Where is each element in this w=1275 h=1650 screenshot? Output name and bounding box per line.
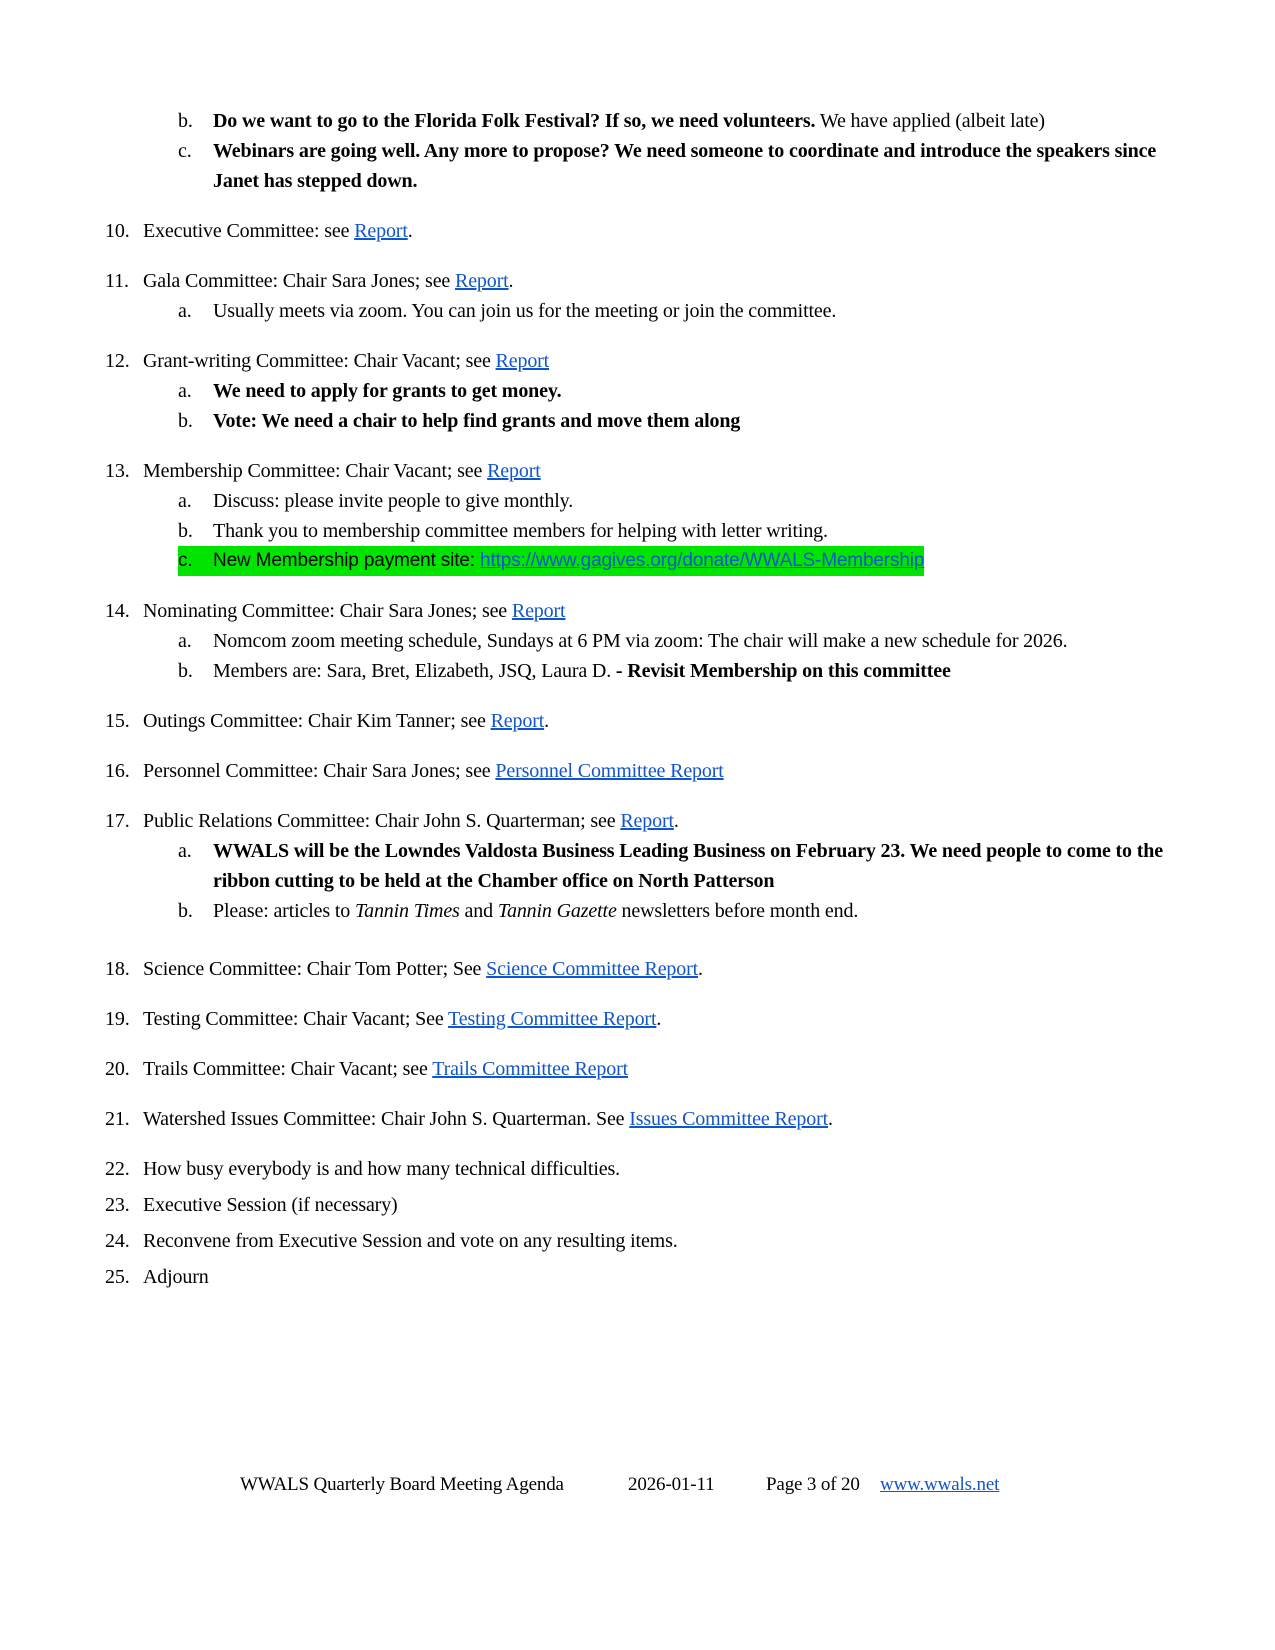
item-text (143, 706, 1165, 736)
inline-link[interactable]: Report (354, 220, 408, 242)
agenda-item (105, 216, 1165, 246)
agenda-item (105, 1104, 1165, 1134)
list-marker: 25. (105, 1266, 130, 1288)
item-text (143, 456, 1165, 486)
item-text (143, 954, 1165, 984)
item-text (213, 626, 1165, 656)
agenda-subitem (178, 136, 1165, 196)
inline-link[interactable]: Personnel Committee Report (495, 760, 724, 782)
footer-page-number: Page 3 of 20 (766, 1474, 860, 1495)
text-run: Webinars are going well. Any more to propose? We need someone to coordinate and introduce the speakers since Janet has stepped down. (213, 140, 1157, 192)
text-run: Public Relations Committee: Chair John S. Quarterman; see (143, 810, 621, 832)
text-run: Adjourn (143, 1266, 209, 1288)
text-run: - Revisit Membership on this committee (615, 660, 951, 682)
list-marker: a. (178, 630, 192, 652)
text-run: New Membership payment site: (213, 550, 481, 571)
text-run: Personnel Committee: Chair Sara Jones; see (143, 760, 496, 782)
item-text (213, 406, 1165, 436)
text-run: WWALS will be the Lowndes Valdosta Business Leading Business on February 23. We need people to come to the ribbon cutting to be held at the Chamber office on North Patterson (213, 840, 1163, 892)
text-run: Science Committee: Chair Tom Potter; See (143, 958, 487, 980)
text-run: Nominating Committee: Chair Sara Jones; see (143, 600, 512, 622)
footer-website-link[interactable]: www.wwals.net (880, 1474, 1000, 1495)
list-marker: 20. (105, 1058, 130, 1080)
footer-date: 2026-01-11 (628, 1474, 715, 1495)
agenda-item (105, 806, 1165, 836)
list-marker: c. (178, 140, 192, 162)
agenda-item (105, 954, 1165, 984)
agenda-subitem (178, 656, 1165, 686)
inline-link[interactable]: Testing Committee Report (448, 1008, 657, 1030)
text-run: Usually meets via zoom. You can join us for the meeting or join the committee. (213, 300, 837, 322)
item-text (213, 836, 1165, 896)
text-run: We need to apply for grants to get money. (213, 380, 562, 402)
list-marker: 16. (105, 760, 130, 782)
text-run: Discuss: please invite people to give monthly. (213, 490, 574, 512)
item-text (213, 656, 1165, 686)
item-text (213, 136, 1165, 196)
text-run: Vote: We need a chair to help find grants and move them along (213, 410, 741, 432)
text-run: Nomcom zoom meeting schedule, Sundays at 6 PM via zoom: The chair will make a new schedule for 2026. (213, 630, 1068, 652)
list-marker: 23. (105, 1194, 130, 1216)
text-run: We have applied (albeit late) (815, 110, 1045, 132)
text-run: . (407, 220, 413, 242)
text-run: . (508, 270, 514, 292)
text-run: Watershed Issues Committee: Chair John S. Quarterman. See (143, 1108, 630, 1130)
text-run: Reconvene from Executive Session and vote on any resulting items. (143, 1230, 678, 1252)
item-text (143, 266, 1165, 296)
inline-link[interactable]: Report (455, 270, 509, 292)
item-text (143, 346, 1165, 376)
list-marker: a. (178, 840, 192, 862)
agenda-subitem (178, 486, 1165, 516)
text-run: and (459, 900, 498, 922)
text-run: Tannin Gazette (497, 900, 617, 922)
item-text (143, 1190, 1165, 1220)
inline-link[interactable]: Trails Committee Report (432, 1058, 629, 1080)
agenda-subitem (178, 626, 1165, 656)
agenda-item (105, 756, 1165, 786)
list-marker: 15. (105, 710, 130, 732)
item-text (143, 756, 1165, 786)
list-marker: 13. (105, 460, 130, 482)
list-marker: 21. (105, 1108, 130, 1130)
text-run: . (698, 958, 703, 980)
item-text (143, 1154, 1165, 1184)
agenda-list (105, 106, 1165, 1292)
text-run: newsletters before month end. (616, 900, 859, 922)
item-text (213, 516, 1165, 546)
list-marker: b. (178, 410, 193, 432)
agenda-item (105, 1190, 1165, 1220)
agenda-subitem (178, 376, 1165, 406)
item-text (143, 1054, 1165, 1084)
list-marker: 18. (105, 958, 130, 980)
text-run: Testing Committee: Chair Vacant; See (143, 1008, 449, 1030)
agenda-item (105, 596, 1165, 626)
text-run: How busy everybody is and how many technical difficulties. (143, 1158, 620, 1180)
list-marker: c. (178, 546, 213, 576)
agenda-subitem (178, 836, 1165, 896)
list-marker: 24. (105, 1230, 130, 1252)
list-marker: 11. (105, 270, 129, 292)
footer-document-title: WWALS Quarterly Board Meeting Agenda (240, 1474, 564, 1495)
text-run: . (544, 710, 549, 732)
agenda-item (105, 456, 1165, 486)
page-footer (0, 1473, 1275, 1503)
list-marker: 12. (105, 350, 130, 372)
inline-link[interactable]: Report (620, 810, 674, 832)
list-marker: 19. (105, 1008, 130, 1030)
inline-link[interactable]: Report (490, 710, 545, 732)
list-marker: b. (178, 520, 193, 542)
text-run: Thank you to membership committee members for helping with letter writing. (213, 520, 828, 542)
item-text (143, 1226, 1165, 1256)
text-run: Trails Committee: Chair Vacant; see (143, 1058, 433, 1080)
item-text (143, 216, 1165, 246)
list-marker: a. (178, 300, 192, 322)
item-text (143, 1104, 1165, 1134)
list-marker: 10. (105, 220, 130, 242)
list-marker: b. (178, 900, 193, 922)
agenda-item (105, 266, 1165, 296)
agenda-item (105, 1154, 1165, 1184)
agenda-item (105, 1054, 1165, 1084)
inline-link[interactable]: Report (495, 350, 550, 372)
text-run: . (656, 1008, 662, 1030)
item-text (143, 1262, 1165, 1292)
item-text (143, 806, 1165, 836)
text-run: Please: articles to (213, 900, 355, 922)
text-run: Membership Committee: Chair Vacant; see (143, 460, 488, 482)
item-text (213, 486, 1165, 516)
text-run: Outings Committee: Chair Kim Tanner; see (143, 710, 491, 732)
text-run: Executive Committee: see (143, 220, 355, 242)
item-text (213, 296, 1165, 326)
inline-link[interactable]: Report (511, 600, 566, 622)
inline-link[interactable]: Science Committee Report (486, 958, 699, 980)
item-text (213, 376, 1165, 406)
list-marker: 17. (105, 810, 130, 832)
list-marker: a. (178, 380, 192, 402)
text-run: Members are: Sara, Bret, Elizabeth, JSQ, Laura D. (213, 660, 616, 682)
item-text (213, 106, 1165, 136)
agenda-item (105, 1226, 1165, 1256)
agenda-subitem (178, 296, 1165, 326)
agenda-item (105, 1262, 1165, 1292)
inline-link[interactable]: Report (487, 460, 541, 482)
agenda-subitem (178, 896, 1165, 926)
list-marker: b. (178, 110, 193, 132)
inline-link[interactable]: https://www.gagives.org/donate/WWALS-Membership (480, 550, 925, 571)
text-run: Do we want to go to the Florida Folk Festival? If so, we need volunteers. (213, 110, 816, 132)
item-text (213, 896, 1165, 926)
text-run: Executive Session (if necessary) (143, 1194, 398, 1216)
text-run: . (828, 1108, 833, 1130)
agenda-subitem (178, 546, 1165, 576)
item-text (143, 596, 1165, 626)
item-text (143, 1004, 1165, 1034)
agenda-subitem (178, 106, 1165, 136)
inline-link[interactable]: Issues Committee Report (629, 1108, 829, 1130)
agenda-subitem (178, 516, 1165, 546)
text-run: . (673, 810, 679, 832)
item-text (213, 546, 924, 576)
agenda-item (105, 706, 1165, 736)
agenda-item (105, 1004, 1165, 1034)
agenda-subitem (178, 406, 1165, 436)
list-marker: b. (178, 660, 193, 682)
text-run: Grant-writing Committee: Chair Vacant; see (143, 350, 496, 372)
text-run: Gala Committee: Chair Sara Jones; see (143, 270, 455, 292)
list-marker: 14. (105, 600, 130, 622)
list-marker: a. (178, 490, 192, 512)
list-marker: 22. (105, 1158, 130, 1180)
agenda-item (105, 346, 1165, 376)
text-run: Tannin Times (354, 900, 460, 922)
